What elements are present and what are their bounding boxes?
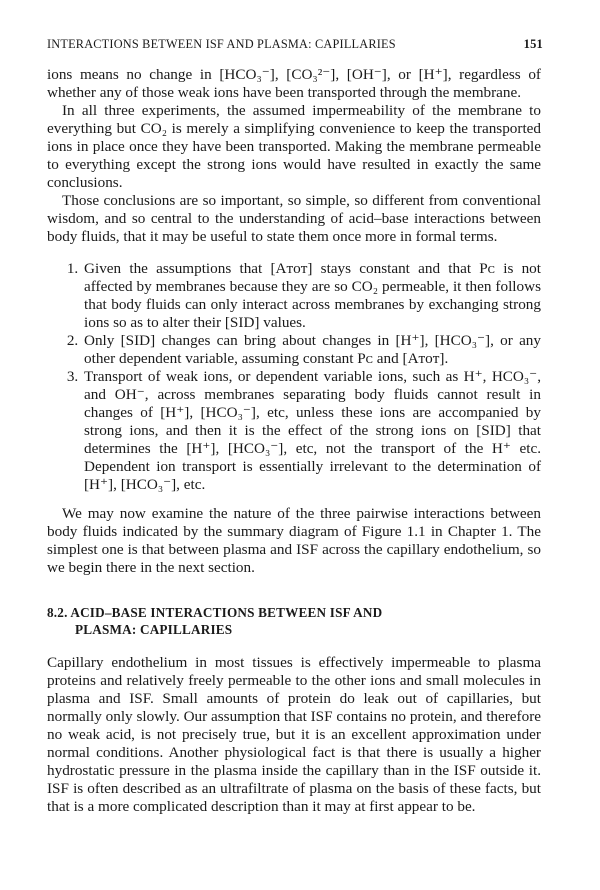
running-head bbox=[47, 37, 543, 52]
list-item: 1. Given the assumptions that [Aᴛᴏᴛ] stays constant and that Pᴄ is not affected by membranes because they are so CO₂ permeable, it then follows that body fluids can only interact across membranes by exchanging strong ions so as to alter their [SID] values. bbox=[82, 260, 541, 332]
body-text bbox=[47, 66, 541, 816]
section-heading-line: 8.2. ACID–BASE INTERACTIONS BETWEEN ISF AND bbox=[47, 605, 383, 620]
running-title: INTERACTIONS BETWEEN ISF AND PLASMA: CAPILLARIES bbox=[47, 37, 396, 51]
list-item: 3. Transport of weak ions, or dependent variable ions, such as H⁺, HCO₃⁻, and OH⁻, across membranes separating body fluids cannot result in changes of [H⁺], [HCO₃⁻], etc, unless these ions are accompanied by strong ions, and then it is the effect of the strong ions on [SID] that determines the [H⁺], [HCO₃⁻], etc, not the transport of the H⁺ etc. Dependent ion transport is essentially irrelevant to the determination of [H⁺], [HCO₃⁻], etc. bbox=[82, 368, 541, 494]
paragraph: Those conclusions are so important, so simple, so different from conventional wisdom, and so central to the understanding of acid–base interactions between body fluids, that it may be useful to state them once more in formal terms. bbox=[47, 192, 541, 245]
paragraph: ions means no change in [HCO₃⁻], [CO₃²⁻], [OH⁻], or [H⁺], regardless of whether any of those weak ions have been transported through the membrane. bbox=[47, 66, 541, 101]
paragraph: We may now examine the nature of the three pairwise interactions between body fluids indicated by the summary diagram of Figure 1.1 in Chapter 1. The simplest one is that between plasma and ISF across the capillary endothelium, so we begin there in the next section. bbox=[47, 505, 541, 576]
numbered-list bbox=[47, 260, 541, 494]
section-heading-line: PLASMA: CAPILLARIES bbox=[75, 622, 233, 637]
paragraph: In all three experiments, the assumed impermeability of the membrane to everything but CO₂ is merely a simplifying convenience to keep the transported ions in place once they have been transported. Making the membrane permeable to everything except the strong ions would have resulted in exactly the same conclusions. bbox=[47, 102, 541, 191]
paragraph: Capillary endothelium in most tissues is effectively impermeable to plasma proteins and relatively freely permeable to the other ions and small molecules in plasma and ISF. Small amounts of protein do leak out of capillaries, but normally only slowly. Our assumption that ISF contains no protein, and therefore no weak acid, is not precisely true, but it is an excellent approximation under normal conditions. Another physiological fact is that there is usually a higher hydrostatic pressure in the plasma inside the capillary than in the ISF outside it. ISF is often described as an ultrafiltrate of plasma on the basis of these facts, but that is a more complicated description than it may at first appear to be. bbox=[47, 654, 541, 815]
section-heading bbox=[47, 604, 541, 638]
list-item: 2. Only [SID] changes can bring about changes in [H⁺], [HCO₃⁻], or any other dependent variable, assuming constant Pᴄ and [Aᴛᴏᴛ]. bbox=[82, 332, 541, 368]
page-number: 151 bbox=[523, 37, 543, 51]
